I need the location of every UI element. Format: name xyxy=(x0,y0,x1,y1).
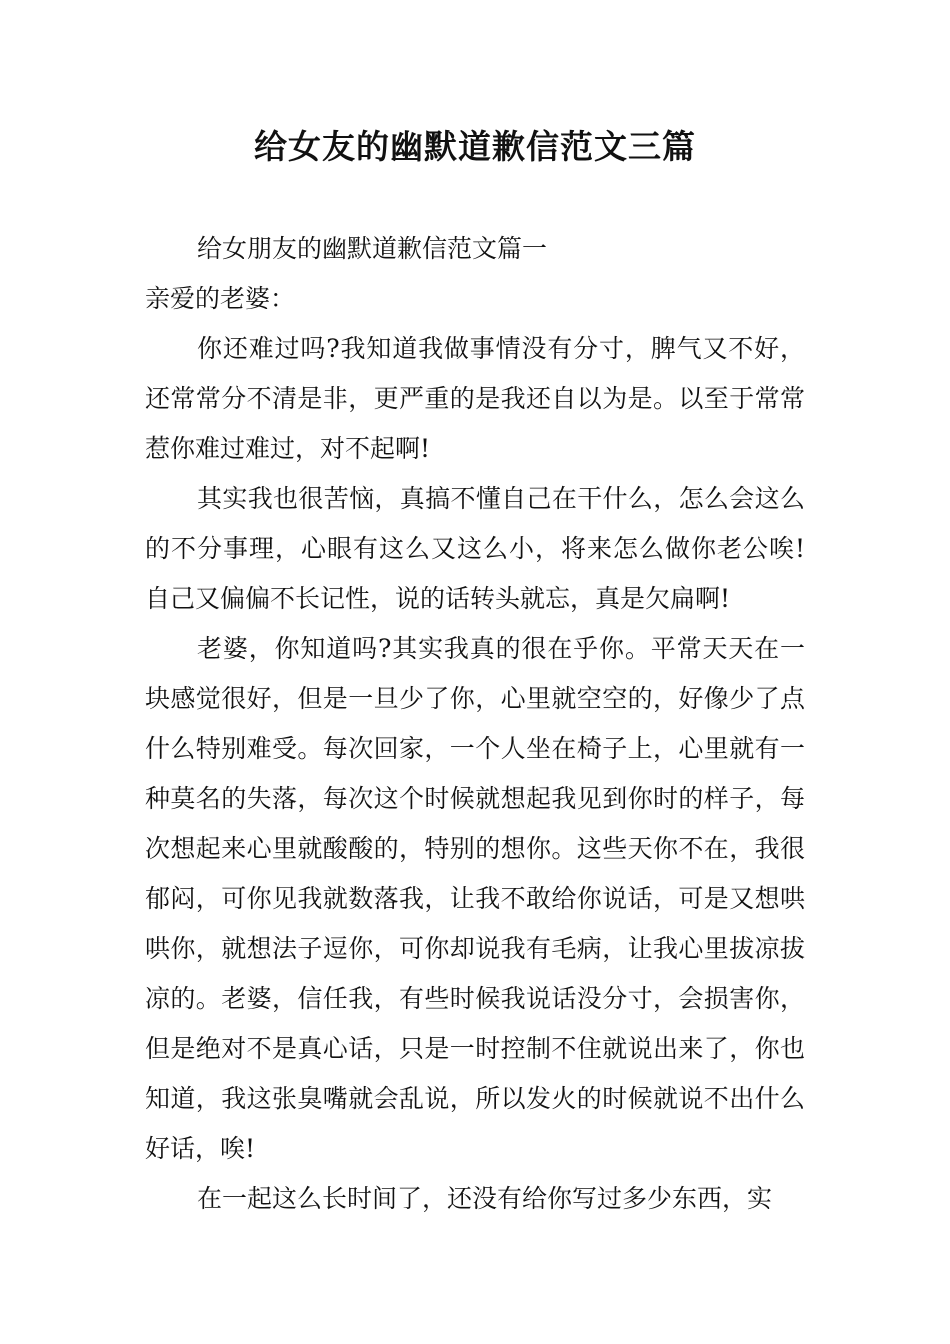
paragraph-3: 老婆，你知道吗?其实我真的很在乎你。平常天天在一块感觉很好，但是一旦少了你，心里就空空的，好像少了点什么特别难受。每次回家，一个人坐在椅子上，心里就有一种莫名的失落，每次这个时候就想起我见到你时的样子，每次想起来心里就酸酸的，特别的想你。这些天你不在，我很郁闷，可你见我就数落我，让我不敢给你说话，可是又想哄哄你，就想法子逗你，可你却说我有毛病，让我心里拔凉拔凉的。老婆，信任我，有些时候我说话没分寸，会损害你，但是绝对不是真心话，只是一时控制不住就说出来了，你也知道，我这张臭嘴就会乱说，所以发火的时候就说不出什么好话，唉! xyxy=(145,634,805,1163)
paragraph-2: 其实我也很苦恼，真搞不懂自己在干什么，怎么会这么的不分事理，心眼有这么又这么小，将来怎么做你老公唉!自己又偏偏不长记性，说的话转头就忘，真是欠扁啊! xyxy=(145,484,805,613)
salutation: 亲爱的老婆： xyxy=(145,284,296,313)
paragraph-1: 你还难过吗?我知道我做事情没有分寸，脾气又不好，还常常分不清是非，更严重的是我还自以为是。以至于常常惹你难过难过，对不起啊! xyxy=(145,334,805,463)
paragraph-4: 在一起这么长时间了，还没有给你写过多少东西，实 xyxy=(197,1184,773,1213)
document-title: 给女友的幽默道歉信范文三篇 xyxy=(254,127,696,166)
section-heading: 给女朋友的幽默道歉信范文篇一 xyxy=(197,234,548,263)
document-body xyxy=(145,224,805,1224)
